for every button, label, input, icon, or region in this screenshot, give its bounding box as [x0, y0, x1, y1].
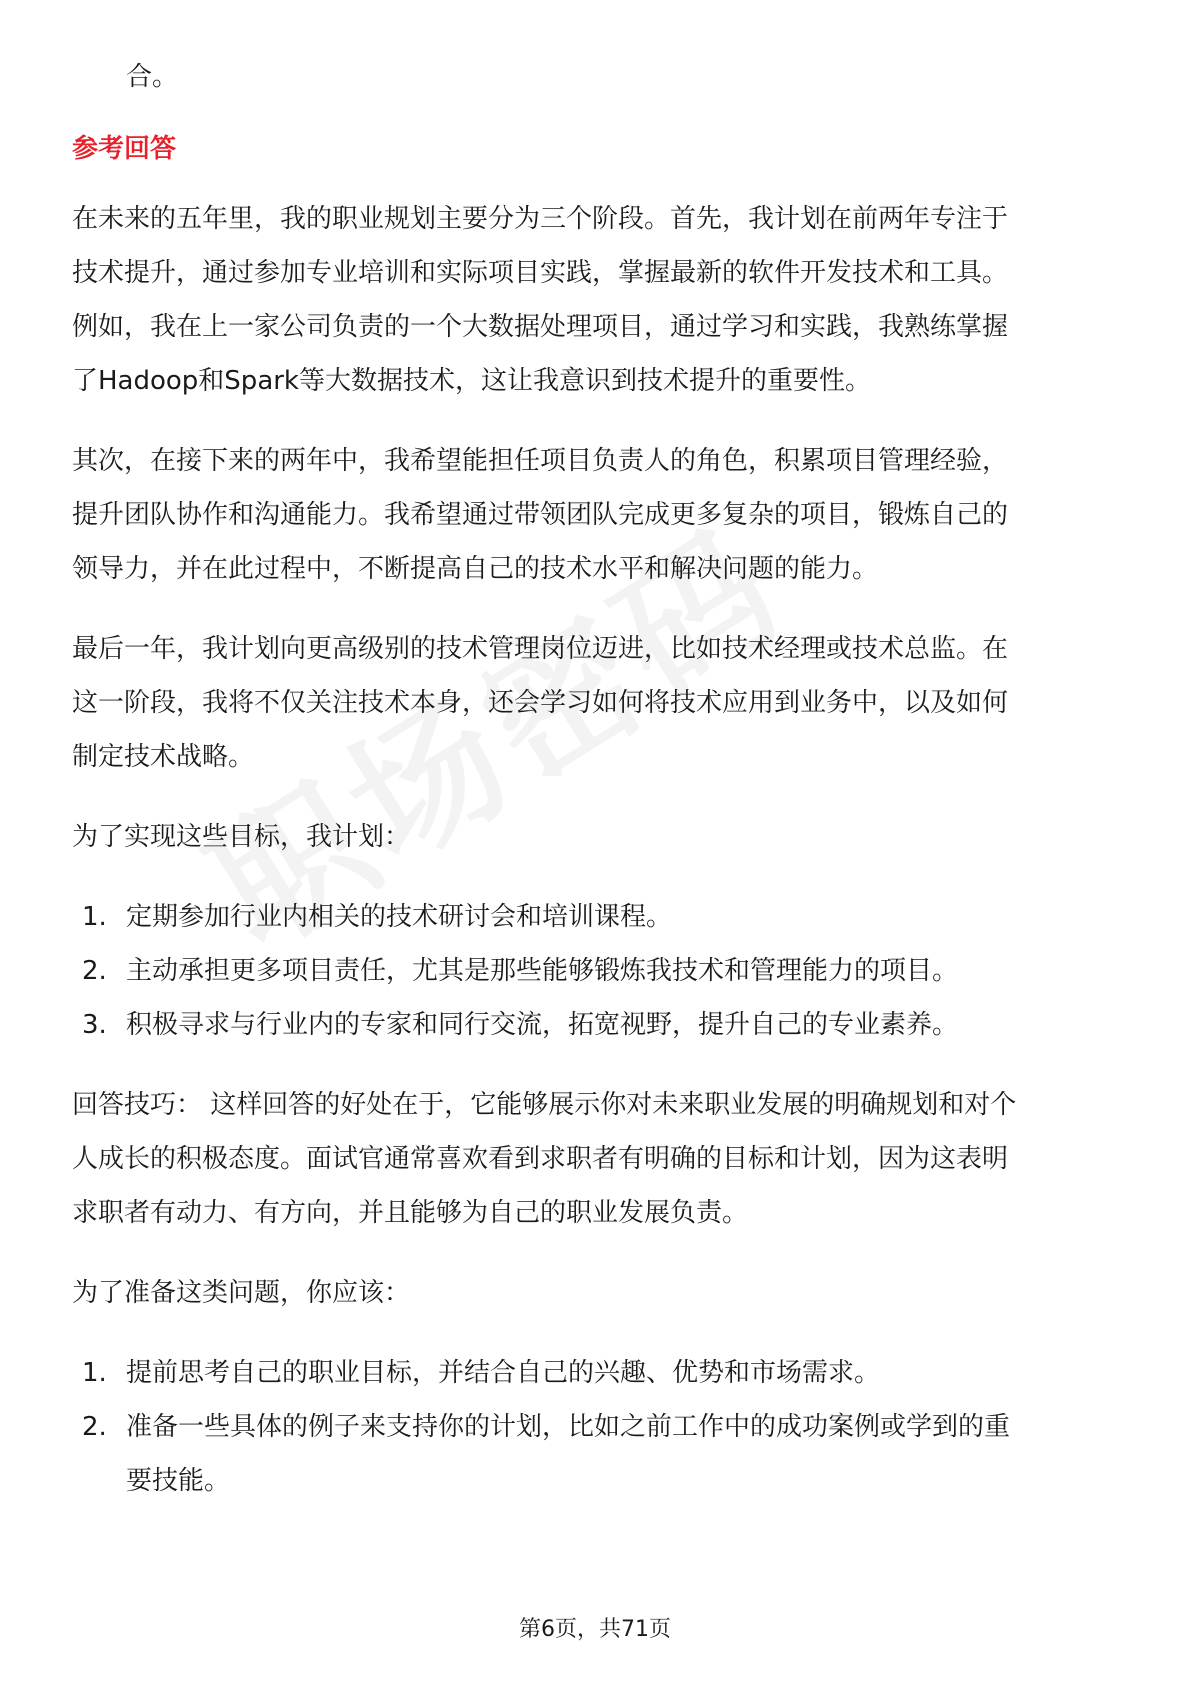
list-text: 主动承担更多项目责任，尤其是那些能够锻炼我技术和管理能力的项目。 — [126, 956, 959, 986]
paragraph-line: 人成长的积极态度。面试官通常喜欢看到求职者有明确的目标和计划，因为这表明 — [72, 1144, 1009, 1174]
paragraph-line: 这一阶段，我将不仅关注技术本身，还会学习如何将技术应用到业务中，以及如何 — [72, 688, 1009, 718]
paragraph-line: 例如，我在上一家公司负责的一个大数据处理项目，通过学习和实践，我熟练掌握 — [72, 312, 1009, 342]
paragraph-line: 在未来的五年里，我的职业规划主要分为三个阶段。首先，我计划在前两年专注于 — [72, 204, 1009, 234]
paragraph-line: 回答技巧： 这样回答的好处在于，它能够展示你对未来职业发展的明确规划和对个 — [72, 1090, 1017, 1120]
list-number: 1. — [82, 902, 107, 932]
section-heading: 参考回答 — [72, 134, 177, 164]
page-tail-text: 合。 — [126, 62, 179, 92]
list-text: 准备一些具体的例子来支持你的计划，比如之前工作中的成功案例或学到的重 — [126, 1412, 1011, 1442]
paragraph-line: 技术提升，通过参加专业培训和实际项目实践，掌握最新的软件开发技术和工具。 — [72, 258, 1009, 288]
paragraph-line: 求职者有动力、有方向，并且能够为自己的职业发展负责。 — [72, 1198, 749, 1228]
paragraph-line: 最后一年，我计划向更高级别的技术管理岗位迈进，比如技术经理或技术总监。在 — [72, 634, 1009, 664]
paragraph-line: 了Hadoop和Spark等大数据技术，这让我意识到技术提升的重要性。 — [72, 366, 871, 396]
page-footer: 第6页，共71页 — [519, 1617, 671, 1642]
list-text: 提前思考自己的职业目标，并结合自己的兴趣、优势和市场需求。 — [126, 1358, 881, 1388]
list-number: 3. — [82, 1010, 107, 1040]
plan-intro: 为了实现这些目标，我计划： — [72, 822, 411, 852]
list-text-continued: 要技能。 — [126, 1466, 231, 1496]
prep-intro: 为了准备这类问题，你应该： — [72, 1278, 411, 1308]
list-number: 1. — [82, 1358, 107, 1388]
list-text: 积极寻求与行业内的专家和同行交流，拓宽视野，提升自己的专业素养。 — [126, 1010, 959, 1040]
paragraph-line: 提升团队协作和沟通能力。我希望通过带领团队完成更多复杂的项目，锻炼自己的 — [72, 500, 1009, 530]
paragraph-line: 制定技术战略。 — [72, 742, 255, 772]
list-number: 2. — [82, 1412, 107, 1442]
paragraph-line: 其次，在接下来的两年中，我希望能担任项目负责人的角色，积累项目管理经验， — [72, 446, 1009, 476]
list-number: 2. — [82, 956, 107, 986]
list-text: 定期参加行业内相关的技术研讨会和培训课程。 — [126, 902, 673, 932]
paragraph-line: 领导力，并在此过程中，不断提高自己的技术水平和解决问题的能力。 — [72, 554, 879, 584]
